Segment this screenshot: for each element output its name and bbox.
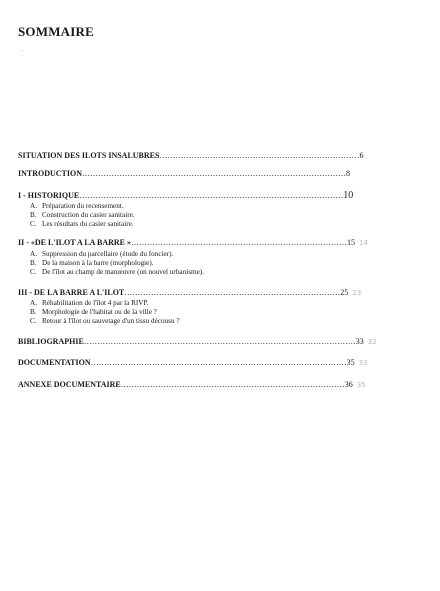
toc-entry-label: I - HISTORIQUE (18, 191, 80, 200)
toc-page-number: 8 (346, 169, 351, 178)
toc-entry-introduction (18, 169, 422, 179)
subentry-letter: A. (30, 202, 37, 210)
toc-entry-situation (18, 151, 422, 161)
subentry-letter: C. (30, 317, 37, 325)
handwritten-page-note: 33 (358, 359, 368, 367)
subentry-text: De la maison à la barre (morphologie). (42, 259, 154, 267)
toc-subentry (30, 211, 135, 220)
toc-leader: ………………………………………………………………………… (120, 380, 345, 389)
page-title: SOMMAIRE (18, 24, 94, 39)
subentry-letter: C. (30, 268, 37, 276)
toc-entry-historique (18, 191, 422, 201)
subentry-letter: B. (30, 308, 37, 316)
toc-entry-label: ANNEXE DOCUMENTAIRE (18, 380, 121, 389)
toc-page-number: 6 (359, 151, 364, 160)
toc-subentry (30, 259, 154, 268)
toc-subentry (30, 268, 204, 277)
handwritten-page-note: 32 (367, 338, 377, 346)
toc-subentry (30, 202, 124, 211)
toc-page-number: 10 (343, 191, 354, 201)
subentry-letter: C. (30, 220, 37, 228)
subentry-letter: A. (30, 250, 37, 258)
toc-leader: ……………………………………………………………………… (131, 238, 347, 247)
handwritten-page-note: 23 (352, 289, 362, 297)
toc-entry-label: III - DE LA BARRE A L'ILOT (18, 288, 125, 297)
toc-entry-label: II - «DE L'ILOT A LA BARRE » (18, 238, 131, 247)
toc-page-number: 35 (346, 358, 355, 367)
scan-speck (22, 50, 23, 51)
subentry-text: De l'îlot au champ de manœuvre (un nouvel urbanisme). (42, 268, 204, 276)
toc-leader: ………………………………………………………………… (159, 151, 360, 160)
subentry-letter: A. (30, 299, 37, 307)
subentry-text: Morphologie de l'habitat ou de la ville ? (42, 308, 157, 316)
subentry-letter: B. (30, 211, 37, 219)
subentry-text: Les résultats du casier sanitaire. (42, 220, 134, 228)
toc-page-number: 36 (344, 380, 353, 389)
toc-entry-label: DOCUMENTATION (18, 358, 91, 367)
toc-subentry (30, 299, 149, 308)
toc-subentry (30, 220, 134, 229)
toc-page-number: 25 (340, 288, 349, 297)
toc-subentry (30, 250, 173, 259)
toc-entry-bibliographie (18, 337, 422, 347)
toc-leader: ……………………………………………………………………………………… (79, 191, 344, 200)
toc-leader: ……………………………………………………………………… (124, 288, 341, 297)
subentry-text: Suppression du parcellaire (étude du foncier). (42, 250, 174, 258)
subentry-text: Construction du casier sanitaire. (42, 211, 135, 219)
subentry-text: Réhabilitation de l'îlot 4 par la RIVP. (42, 299, 149, 307)
handwritten-page-note: 35 (356, 381, 366, 389)
toc-page-number: 15 (347, 238, 355, 247)
toc-entry-label: INTRODUCTION (18, 169, 83, 178)
toc-entry-barre-ilot (18, 288, 422, 298)
toc-entry-documentation (18, 358, 422, 368)
subentry-letter: B. (30, 259, 37, 267)
toc-subentry (30, 317, 180, 326)
toc-entry-annexe (18, 380, 422, 390)
toc-subentry (30, 308, 157, 317)
handwritten-page-note: 14 (359, 239, 368, 247)
toc-page-number: 33 (355, 337, 364, 346)
subentry-text: Retour à l'îlot ou sauvetage d'un tissu décousu ? (42, 317, 180, 325)
toc-entry-label: SITUATION DES ILOTS INSALUBRES (18, 151, 160, 160)
subentry-text: Préparation du recensement. (42, 202, 124, 210)
toc-leader: ………………………………………………………………………………………… (83, 337, 356, 346)
toc-entry-ilot-barre (18, 238, 422, 248)
toc-entry-label: BIBLIOGRAPHIE (18, 337, 84, 346)
toc-leader: ……………………………………………………………………………………… (82, 169, 347, 178)
toc-leader: …………………………………………………………………………………… (90, 358, 347, 367)
